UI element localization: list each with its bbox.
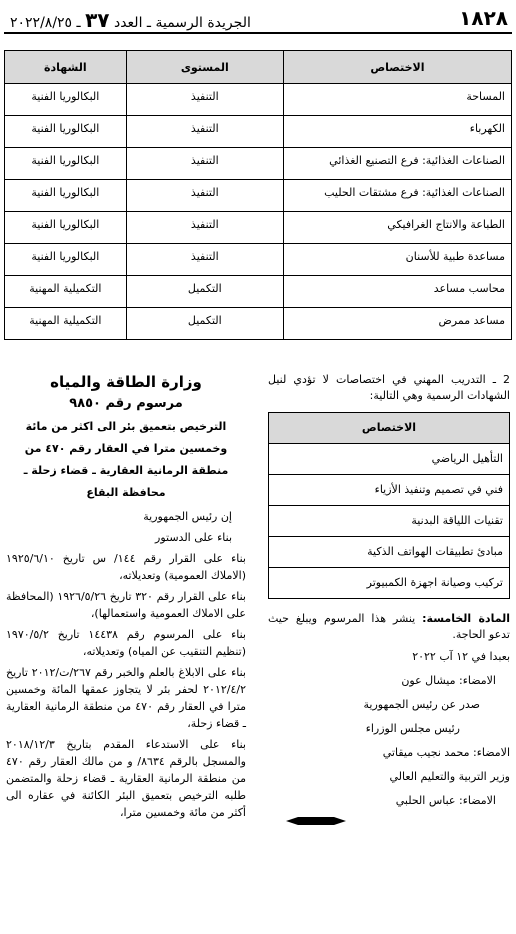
table-row — [269, 444, 510, 475]
signature-minister: الامضاء: عباس الحلبي — [395, 794, 496, 807]
specialty-cell: مساعد ممرض — [283, 308, 511, 340]
article-text: ينشر هذا المرسوم ويبلغ حيث تدعو الحاجة. — [268, 612, 510, 641]
table-row — [269, 568, 510, 599]
preamble-item: بناء على الاستدعاء المقدم بتاريخ ٢٠١٨/١٢/٣ والمسجل بالرقم ٨٦٣٤/ و من مالك العقار رقم ٤٧٠ من منطقة الرمانية العقارية ـ قضاء زحلة والمتضمن طلبه الترخيص بتعميق البئر الكائنة في عقاره الى أكثر من مائة وخمسين مترا، — [6, 738, 246, 819]
signature-president: الامضاء: ميشال عون — [401, 674, 496, 687]
decree-number: مرسوم رقم ٩٨٥٠ — [69, 396, 183, 411]
certificate-cell: البكالوريا الفنية — [5, 84, 127, 116]
signature-pm: الامضاء: محمد نجيب ميقاتي — [382, 746, 510, 759]
preamble-item: بناء على الابلاغ بالعلم والخبر رقم ٢٦٧/ت/٢٠١٢ تاريخ ٢٠١٢/٤/٢ لحفر بئر لا يتجاوز عمقها المائة وخمسين مترا في العقار رقم ٤٧٠ من منطقة الرمانية العقارية ـ قضاء زحلة، — [6, 666, 246, 730]
issue-date: ـ ٢٠٢٢/٨/٢٥ — [10, 15, 81, 31]
table-body — [269, 444, 510, 599]
signature-place-date: بعبدا في ١٢ آب ٢٠٢٢ — [412, 650, 510, 663]
right-column — [268, 372, 510, 825]
table-row — [269, 475, 510, 506]
signature-minister-title: وزير التربية والتعليم العالي — [389, 770, 510, 783]
page-header — [4, 4, 512, 34]
col-level: المستوى — [126, 51, 283, 84]
table-row — [5, 212, 512, 244]
table-row — [5, 308, 512, 340]
certificate-cell: البكالوريا الفنية — [5, 148, 127, 180]
table-row — [5, 84, 512, 116]
specialty-cell: الكهرباء — [283, 116, 511, 148]
table-row — [269, 506, 510, 537]
level-cell: التنفيذ — [126, 212, 283, 244]
signature-issued-by: صدر عن رئيس الجمهورية — [363, 698, 480, 711]
col-specialty: الاختصاص — [283, 51, 511, 84]
table-row — [5, 276, 512, 308]
table-row — [5, 116, 512, 148]
ministry-title: وزارة الطاقة والمياه — [50, 373, 202, 391]
issue-number: ٣٧ — [85, 8, 110, 32]
specialty-cell: مساعدة طبية للأسنان — [283, 244, 511, 276]
end-of-decree-mark — [286, 817, 346, 825]
training-intro: 2 ـ التدريب المهني في اختصاصات لا تؤدي لنيل الشهادات الرسمية وهي التالية: — [268, 373, 510, 402]
level-cell: التنفيذ — [126, 244, 283, 276]
table-row — [269, 537, 510, 568]
left-column — [6, 374, 246, 825]
col-certificate: الشهادة — [5, 51, 127, 84]
specialty-cell: الصناعات الغذائية: فرع التصنيع الغذائي — [283, 148, 511, 180]
table-row — [5, 244, 512, 276]
decree-subject: الترخيص بتعميق بئر الى اكثر من مائة وخمسين مترا في العقار رقم ٤٧٠ من منطقة الرمانية العقارية ـ قضاء زحلة ـ محافظة البقاع — [23, 420, 229, 499]
table-header-row — [5, 51, 512, 84]
specialty-cell: تركيب وصيانة اجهزة الكمبيوتر — [269, 568, 510, 599]
signature-pm-title: رئيس مجلس الوزراء — [365, 722, 460, 735]
specialty-cell: تقنيات اللياقة البدنية — [269, 506, 510, 537]
level-cell: التنفيذ — [126, 180, 283, 212]
col-specialty: الاختصاص — [269, 413, 510, 444]
specialties-table — [4, 50, 512, 340]
preamble-item: بناء على القرار رقم ١٤٤/ س تاريخ ١٩٢٥/٦/١٠ (الاملاك العمومية) وتعديلاته، — [6, 552, 246, 582]
table-row — [5, 148, 512, 180]
specialty-cell: الصناعات الغذائية: فرع مشتقات الحليب — [283, 180, 511, 212]
specialty-cell: الطباعة والانتاج الغرافيكي — [283, 212, 511, 244]
specialty-cell: مبادئ تطبيقات الهواتف الذكية — [269, 537, 510, 568]
level-cell: التنفيذ — [126, 116, 283, 148]
preamble-president: إن رئيس الجمهورية — [143, 510, 232, 523]
specialty-cell: المساحة — [283, 84, 511, 116]
journal-name: الجريدة الرسمية ـ العدد — [113, 15, 251, 31]
level-cell: التكميل — [126, 276, 283, 308]
level-cell: التكميل — [126, 308, 283, 340]
table-row — [5, 180, 512, 212]
article-label: المادة الخامسة: — [422, 612, 510, 625]
specialty-cell: فني في تصميم وتنفيذ الأزياء — [269, 475, 510, 506]
article-five — [268, 611, 510, 643]
preamble-item: بناء على المرسوم رقم ١٤٤٣٨ تاريخ ١٩٧٠/٥/٢ (تنظيم التنقيب عن المياه) وتعديلاته، — [6, 628, 246, 658]
certificate-cell: البكالوريا الفنية — [5, 180, 127, 212]
level-cell: التنفيذ — [126, 148, 283, 180]
certificate-cell: البكالوريا الفنية — [5, 244, 127, 276]
non-certificate-table — [268, 412, 510, 599]
signatures — [268, 649, 510, 809]
specialty-cell: التأهيل الرياضي — [269, 444, 510, 475]
page-number: ١٨٢٨ — [459, 6, 508, 30]
level-cell: التنفيذ — [126, 84, 283, 116]
header-rule — [4, 32, 512, 34]
preamble-constitution: بناء على الدستور — [155, 531, 232, 544]
certificate-cell: البكالوريا الفنية — [5, 212, 127, 244]
certificate-cell: التكميلية المهنية — [5, 308, 127, 340]
preamble-item: بناء على القرار رقم ٣٢٠ تاريخ ١٩٢٦/٥/٢٦ (المحافظة على الاملاك العمومية واستعمالها)، — [6, 590, 246, 620]
table-body — [5, 84, 512, 340]
specialty-cell: محاسب مساعد — [283, 276, 511, 308]
certificate-cell: البكالوريا الفنية — [5, 116, 127, 148]
certificate-cell: التكميلية المهنية — [5, 276, 127, 308]
journal-title — [10, 8, 251, 32]
